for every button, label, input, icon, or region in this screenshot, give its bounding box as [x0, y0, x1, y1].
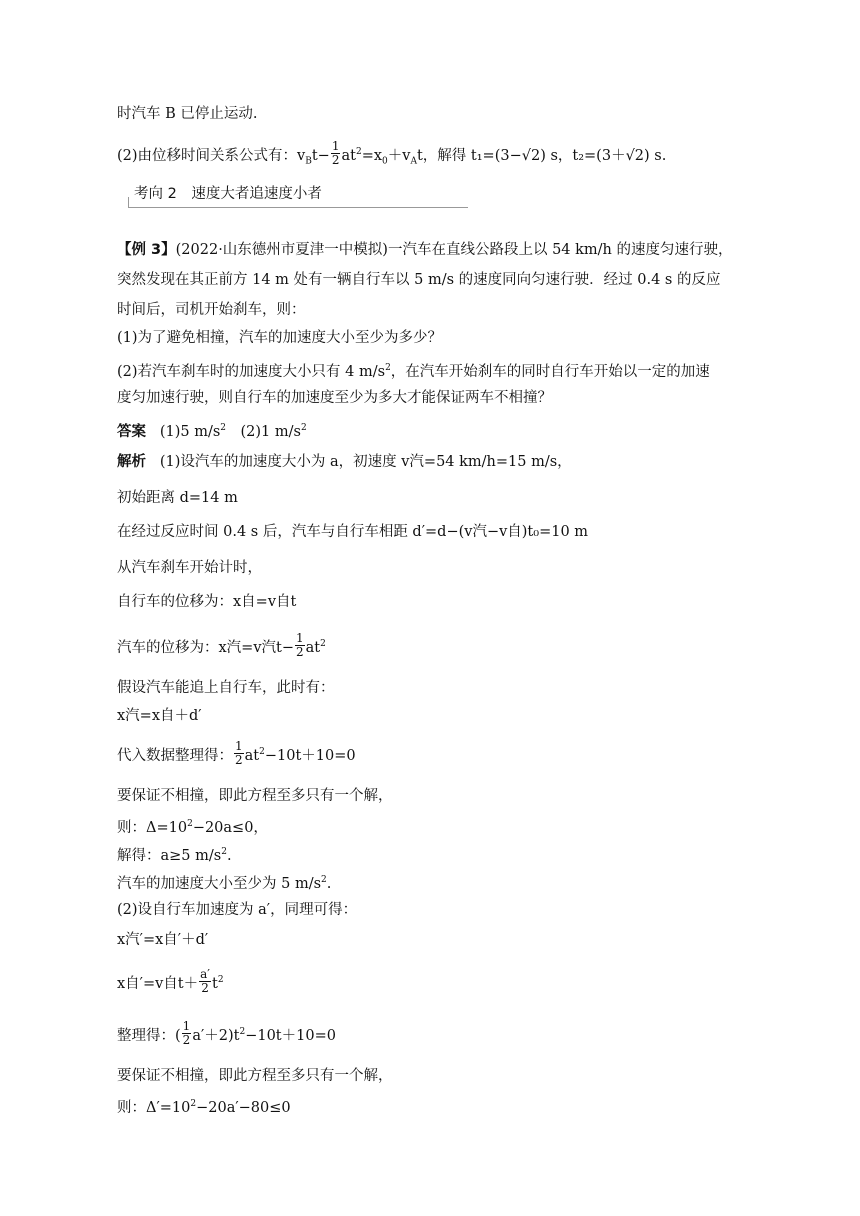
solution-line — [117, 1066, 393, 1086]
example-line — [117, 300, 306, 320]
fraction-numerator: a′ — [200, 967, 211, 982]
solution-line — [117, 678, 335, 698]
fraction-numerator: 1 — [331, 139, 340, 154]
fraction-denominator: 2 — [235, 753, 243, 768]
section-header-corner — [128, 197, 129, 207]
question-line — [117, 358, 710, 382]
solution-line — [117, 930, 208, 950]
section-title: 考向 2 速度大者追速度小者 — [134, 186, 322, 202]
solution-line — [117, 814, 268, 838]
subscript: 0 — [382, 156, 388, 167]
solution-line — [117, 870, 331, 894]
solution-line — [117, 706, 202, 726]
solution-line — [117, 592, 296, 612]
text-span: . — [326, 875, 332, 892]
superscript: 2 — [217, 975, 224, 985]
solution-line — [117, 1019, 336, 1049]
text-span: 代入数据整理得： — [117, 747, 233, 764]
solution-line — [117, 786, 393, 806]
question-line — [117, 388, 552, 408]
text-line — [117, 104, 257, 124]
text-span: 在经过反应时间 0.4 s 后，汽车与自行车相距 d′=d−(v汽−v自)t₀=10 m — [117, 524, 589, 540]
text-span: 自行车的位移为：x自=v自t — [117, 594, 297, 610]
text-span: (1)为了避免相撞，汽车的加速度大小至少为多少？ — [117, 330, 443, 346]
question-line — [117, 328, 442, 348]
text-span: (2022·山东德州市夏津一中模拟)一汽车在直线公路段上以 54 km/h 的速度匀速行驶， — [175, 242, 733, 258]
superscript: 2 — [190, 1099, 197, 1109]
text-span: 要保证不相撞，即此方程至多只有一个解， — [117, 788, 393, 804]
fraction-denominator: 2 — [296, 645, 304, 660]
superscript: 2 — [355, 147, 362, 157]
text-span: 突然发现在其正前方 14 m 处有一辆自行车以 5 m/s 的速度同向匀速行驶．经过 0.4 s 的反应 — [117, 272, 721, 288]
fraction — [295, 632, 305, 659]
text-span: . — [226, 847, 232, 864]
solution-label: 解析 — [117, 454, 146, 470]
text-span: (2)设自行车加速度为 a′，同理可得： — [117, 902, 358, 918]
text-span: ＋v — [387, 147, 411, 164]
superscript: 2 — [385, 363, 391, 373]
text-span: 从汽车刹车开始计时， — [117, 560, 262, 576]
text-span: 解得：a≥5 m/s — [117, 847, 222, 864]
solution-line — [117, 739, 356, 769]
example-label: 【例 3】 — [117, 242, 176, 258]
text-span: t — [212, 975, 218, 992]
superscript: 2 — [221, 847, 227, 857]
superscript: 2 — [300, 423, 307, 433]
text-span: ，在汽车开始刹车的同时自行车开始以一定的加速 — [390, 363, 710, 380]
solution-line — [117, 488, 238, 508]
text-span: 整理得：( — [117, 1027, 181, 1044]
superscript: 2 — [320, 639, 326, 649]
example-line — [117, 240, 733, 260]
text-span: (1)5 m/s — [159, 423, 221, 440]
superscript: 2 — [220, 423, 227, 433]
fraction-numerator: 1 — [296, 631, 304, 646]
subscript: B — [305, 156, 312, 167]
solution-line — [117, 558, 262, 578]
text-span: 时汽车 B 已停止运动. — [117, 106, 258, 122]
text-span: at — [341, 147, 356, 164]
text-span: at — [244, 747, 260, 764]
solution-line — [117, 452, 572, 472]
text-span: x自′=v自t＋ — [117, 975, 199, 992]
text-span: 汽车的位移为：x汽=v汽t− — [117, 639, 294, 656]
text-span: t，解得 t₁=(3−√2) s，t₂=(3＋√2) s. — [416, 147, 667, 164]
fraction-numerator: 1 — [235, 739, 243, 754]
section-header — [128, 181, 468, 208]
fraction-numerator: 1 — [182, 1019, 191, 1034]
text-span: −20a≤0， — [192, 819, 268, 836]
text-span: 则：Δ′=10 — [117, 1099, 191, 1116]
fraction — [199, 968, 211, 995]
text-span: at — [305, 639, 321, 656]
fraction — [182, 1020, 192, 1047]
superscript: 2 — [259, 747, 265, 757]
solution-line — [117, 967, 224, 997]
text-span: a′＋2)t — [192, 1027, 240, 1044]
text-span: (1)设汽车的加速度大小为 a，初速度 v汽=54 km/h=15 m/s， — [159, 454, 572, 470]
text-span: (2)若汽车刹车时的加速度大小只有 4 m/s — [117, 363, 386, 380]
text-span: 度匀加速行驶，则自行车的加速度至少为多大才能保证两车不相撞？ — [117, 390, 552, 406]
example-line — [117, 270, 720, 290]
text-span: 假设汽车能追上自行车，此时有： — [117, 680, 335, 696]
text-span: x汽=x自＋d′ — [117, 708, 202, 724]
text-span: 则：Δ=10 — [117, 819, 188, 836]
text-span: 要保证不相撞，即此方程至多只有一个解， — [117, 1068, 393, 1084]
text-span: (2)由位移时间关系公式有：v — [117, 147, 306, 164]
text-span: 时间后，司机开始刹车，则： — [117, 302, 306, 318]
equation-line — [117, 139, 667, 172]
fraction-denominator: 2 — [201, 981, 209, 996]
fraction — [234, 740, 244, 767]
superscript: 2 — [321, 875, 327, 885]
fraction-denominator: 2 — [331, 153, 340, 168]
subscript: A — [410, 156, 417, 167]
text-span: 初始距离 d=14 m — [117, 490, 238, 506]
text-span: −10t＋10=0 — [245, 1027, 336, 1044]
text-span: x汽′=x自′＋d′ — [117, 932, 209, 948]
answer-label: 答案 — [117, 423, 146, 440]
solution-line — [117, 631, 326, 661]
solution-line — [117, 522, 588, 542]
superscript: 2 — [239, 1027, 246, 1037]
text-span: −10t＋10=0 — [264, 747, 356, 764]
text-span: 汽车的加速度大小至少为 5 m/s — [117, 875, 322, 892]
superscript: 2 — [187, 819, 193, 829]
answer-line — [117, 418, 307, 442]
text-span: (2)1 m/s — [226, 423, 301, 440]
text-span: −20a′−80≤0 — [196, 1099, 291, 1116]
solution-line — [117, 842, 232, 866]
text-span: =x — [361, 147, 383, 164]
solution-line — [117, 900, 357, 920]
fraction — [331, 140, 341, 167]
text-span: t− — [311, 147, 330, 164]
fraction-denominator: 2 — [182, 1033, 191, 1048]
solution-line — [117, 1094, 291, 1118]
